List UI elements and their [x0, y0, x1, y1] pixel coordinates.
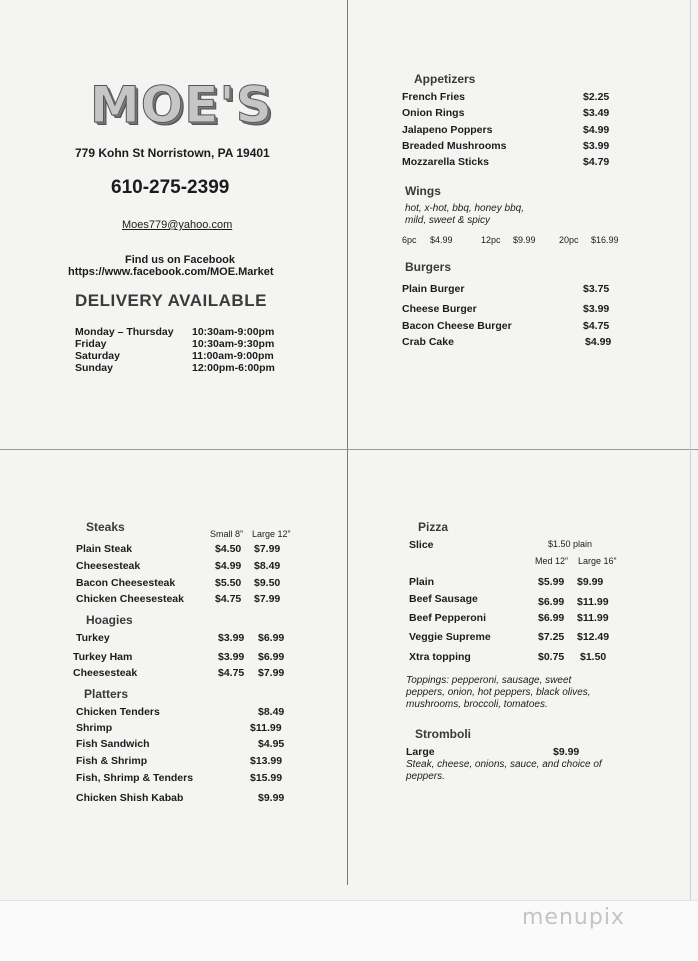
facebook-url[interactable]: https://www.facebook.com/MOE.Market: [68, 266, 274, 278]
email-link[interactable]: Moes779@yahoo.com: [122, 219, 233, 231]
menu-item-price: $3.99: [583, 303, 610, 315]
menu-item-price: $11.99: [250, 722, 282, 734]
menupix-watermark: menupix: [522, 905, 625, 930]
menu-item-name: Cheese Burger: [402, 303, 477, 315]
menu-item-price: $4.95: [258, 738, 285, 750]
menu-item-name: Plain Burger: [402, 283, 465, 295]
menu-item-name: Plain Steak: [76, 543, 133, 555]
menu-item-price-med: $6.99: [538, 612, 565, 624]
address: 779 Kohn St Norristown, PA 19401: [75, 146, 270, 160]
menu-item-name: Plain: [409, 576, 435, 588]
menu-item-price: $15.99: [250, 772, 283, 784]
menu-item-name: Fish, Shrimp & Tenders: [76, 772, 194, 784]
pizza-toppings: Toppings: pepperoni, sausage, sweet: [406, 675, 572, 686]
menu-item-name: Beef Sausage: [409, 593, 478, 605]
pizza-col-med: Med 12”: [535, 556, 569, 566]
menu-item-price: $2.25: [583, 91, 610, 103]
menu-item-price-small: $5.50: [215, 577, 242, 589]
phone-number: 610-275-2399: [111, 177, 230, 198]
stromboli-heading: Stromboli: [415, 727, 471, 741]
menu-item-name: Chicken Tenders: [76, 706, 160, 718]
horizontal-fold-line: [0, 449, 698, 450]
menu-item-name: Cheesesteak: [76, 560, 141, 572]
menu-item-name: Onion Rings: [402, 107, 465, 119]
menu-item-price-large: $7.99: [254, 593, 281, 605]
hours-time: 10:30am-9:00pm: [192, 326, 275, 338]
menu-item-name: Jalapeno Poppers: [402, 124, 493, 136]
menu-item-name: Xtra topping: [409, 651, 471, 663]
wings-flavors: mild, sweet & spicy: [405, 215, 491, 226]
appetizers-heading: Appetizers: [414, 72, 476, 86]
menu-item-name: Beef Pepperoni: [409, 612, 487, 624]
pizza-heading: Pizza: [418, 520, 449, 534]
delivery-banner: DELIVERY AVAILABLE: [75, 291, 267, 310]
menu-item-price-small: $4.50: [215, 543, 242, 555]
pizza-slice-price: $1.50 plain: [548, 539, 593, 549]
menu-item-name: Bacon Cheese Burger: [402, 320, 512, 332]
menu-item-name: Shrimp: [76, 722, 113, 734]
menu-item-name: Fish & Shrimp: [76, 755, 148, 767]
menu-item-name: French Fries: [402, 91, 466, 103]
wings-size: 6pc: [402, 235, 417, 245]
menu-item-name: Chicken Cheesesteak: [76, 593, 184, 605]
menu-item-price-small: $3.99: [218, 651, 245, 663]
paper-edge: [690, 0, 691, 900]
hours-time: 12:00pm-6:00pm: [192, 362, 275, 374]
pizza-toppings: peppers, onion, hot peppers, black olives,: [406, 687, 591, 698]
menu-item-price-small: $4.75: [215, 593, 242, 605]
hours-days: Friday: [75, 338, 107, 350]
hours-days: Saturday: [75, 350, 120, 362]
menu-item-price-med: $0.75: [538, 651, 565, 663]
menu-item-name: Veggie Supreme: [409, 631, 491, 643]
menu-item-price-large: $11.99: [577, 596, 609, 608]
menu-item-name: Mozzarella Sticks: [402, 156, 489, 168]
menu-item-price-med: $6.99: [538, 596, 565, 608]
logo: MOE'S: [90, 76, 273, 134]
menu-item-price-large: $9.50: [254, 577, 281, 589]
menu-item-name: Cheesesteak: [73, 667, 138, 679]
hours-days: Monday – Thursday: [75, 326, 174, 338]
menu-item-price: $3.75: [583, 283, 610, 295]
menu-item-price: $3.49: [583, 107, 610, 119]
menu-item-name: Crab Cake: [402, 336, 454, 348]
menu-item-price: $13.99: [250, 755, 283, 767]
stromboli-description: peppers.: [406, 771, 445, 782]
facebook-label: Find us on Facebook: [125, 254, 236, 266]
menu-item-price-large: $12.49: [577, 631, 610, 643]
wings-price: $4.99: [430, 235, 453, 245]
menu-item-name: Turkey: [76, 632, 110, 644]
menu-item-name: Large: [406, 746, 435, 758]
hours-time: 11:00am-9:00pm: [192, 350, 274, 362]
menu-item-name: Bacon Cheesesteak: [76, 577, 176, 589]
menu-item-price-med: $5.99: [538, 576, 565, 588]
platters-heading: Platters: [84, 687, 129, 701]
wings-price: $16.99: [591, 235, 619, 245]
menu-item-price-large: $9.99: [577, 576, 604, 588]
menu-item-price-large: $11.99: [577, 612, 609, 624]
vertical-fold-line: [347, 0, 348, 885]
menu-item-price-large: $7.99: [254, 543, 281, 555]
hours-time: 10:30am-9:30pm: [192, 338, 275, 350]
steaks-col-small: Small 8”: [210, 529, 244, 539]
menu-item-price: $9.99: [258, 792, 285, 804]
burgers-heading: Burgers: [405, 260, 452, 274]
wings-size: 20pc: [559, 235, 579, 245]
menu-item-price-large: $1.50: [580, 651, 607, 663]
menu-item-price-small: $4.99: [215, 560, 242, 572]
menu-item-price-small: $3.99: [218, 632, 245, 644]
menu-item-name: Turkey Ham: [73, 651, 133, 663]
wings-price: $9.99: [513, 235, 536, 245]
menu-item-price-large: $6.99: [258, 651, 285, 663]
hours-days: Sunday: [75, 362, 113, 374]
steaks-heading: Steaks: [86, 520, 125, 534]
stromboli-description: Steak, cheese, onions, sauce, and choice of: [406, 759, 602, 770]
wings-size: 12pc: [481, 235, 501, 245]
menu-item-price-small: $4.75: [218, 667, 245, 679]
pizza-toppings: mushrooms, broccoli, tomatoes.: [406, 699, 548, 710]
steaks-col-large: Large 12”: [252, 529, 291, 539]
hoagies-heading: Hoagies: [86, 613, 133, 627]
menu-item-price-med: $7.25: [538, 631, 565, 643]
menu-item-price-large: $6.99: [258, 632, 285, 644]
wings-heading: Wings: [405, 184, 441, 198]
menu-item-price: $4.75: [583, 320, 610, 332]
pizza-slice-label: Slice: [409, 539, 434, 551]
menu-item-price-large: $8.49: [254, 560, 281, 572]
menu-item-price: $4.99: [585, 336, 612, 348]
menu-item-name: Chicken Shish Kabab: [76, 792, 184, 804]
menu-item-price: $4.99: [583, 124, 610, 136]
menu-item-price: $8.49: [258, 706, 285, 718]
pizza-col-large: Large 16”: [578, 556, 617, 566]
menu-item-name: Fish Sandwich: [76, 738, 150, 750]
wings-flavors: hot, x-hot, bbq, honey bbq,: [405, 203, 524, 214]
menu-item-price-large: $7.99: [258, 667, 285, 679]
menu-item-price: $3.99: [583, 140, 610, 152]
menu-item-name: Breaded Mushrooms: [402, 140, 507, 152]
menu-item-price: $9.99: [553, 746, 580, 758]
menu-item-price: $4.79: [583, 156, 610, 168]
